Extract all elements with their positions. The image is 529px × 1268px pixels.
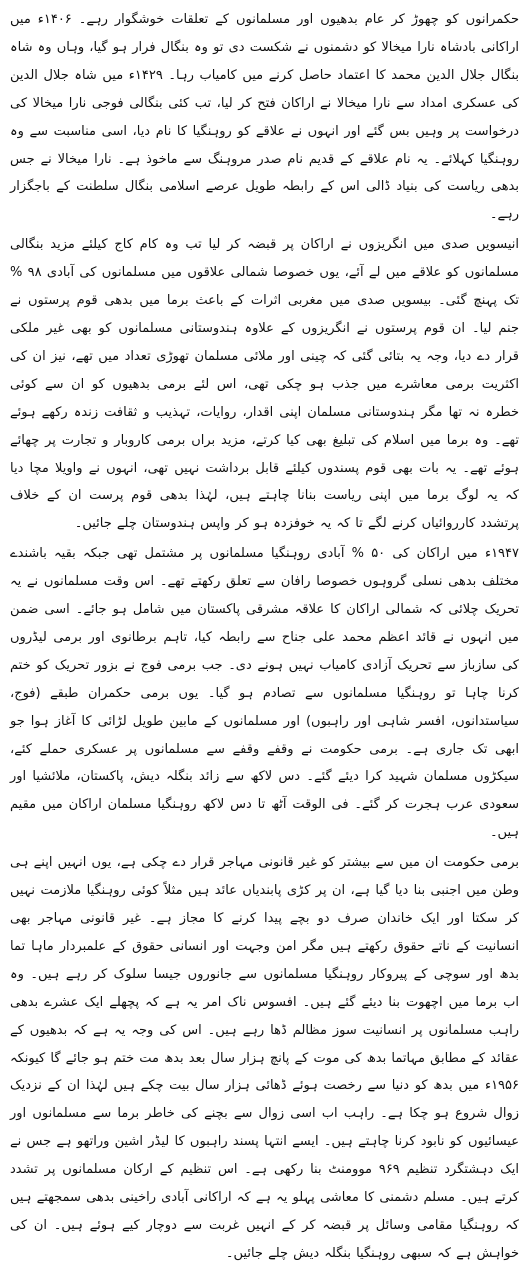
article-paragraph-4: برمی حکومت ان میں سے بیشتر کو غیر قانونی مہاجر قرار دے چکی ہے، یوں انہیں اپنے ہی وطن میں اجنبی بنا دیا گیا ہے، ان پر کڑی پابندیاں عائد ہیں مثلاً کوئی روہنگیا ملازمت نہیں کر سکتا اور ایک خاندان صرف دو بچے پیدا کرنے کا مجاز ہے۔ غیر قانونی مہاجر بھی انسانیت کے ناتے حقوق رکھتے ہیں مگر امن وجہت اور انسانی حقوق کے علمبردار ماہا تما بدھ اور سوچی کے پیروکار روہنگیا مسلمانوں سے جانوروں جیسا سلوک کر رہے ہیں۔ وہ اب برما میں اچھوت بنا دیئے گئے ہیں۔ افسوس ناک امر یہ ہے کہ پچھلے ایک عشرے بدھی راہب مسلمانوں پر انسانیت سوز مظالم ڈھا رہے ہیں۔ اس کی وجہ یہ ہے کہ بدھیوں کے عقائد کے مطابق مہاتما بدھ کی موت کے پانچ ہزار سال بعد بدھ مت ختم ہو جائے گا کیونکہ ۱۹۵۶ء میں بدھ کو دنیا سے رخصت ہوئے ڈھائی ہزار سال بیت چکے ہیں لہٰذا ان کے نزدیک زوال شروع ہو چکا ہے۔ راہب اب اسی زوال سے بچنے کی خاطر برما سے مسلمانوں اور عیسائیوں کو نابود کرنا چاہتے ہیں۔ ایسے انتہا پسند راہبوں کا لیڈر اشین وراتھو ہے جس نے ایک دہشتگرد تنظیم ۹۶۹ موومنٹ بنا رکھی ہے۔ اس تنظیم کے ارکان مسلمانوں پر تشدد کرتے ہیں۔ مسلم دشمنی کا معاشی پہلو یہ ہے کہ اراکانی آبادی راخینی بدھی سمجھتے ہیں کہ روہنگیا مقامی وسائل پر قبضہ کر کے انہیں غربت سے دوچار کیے ہوئے ہیں۔ ان کی خواہش ہے کہ سبھی روہنگیا بنگلہ دیش چلے جائیں۔: [10, 855, 519, 1261]
article-paragraph-2: انیسویں صدی میں انگریزوں نے اراکان پر قبضہ کر لیا تب وہ کام کاج کیلئے مزید بنگالی مسلمانوں کو علاقے میں لے آئے، یوں خصوصا شمالی علاقوں میں مسلمانوں کی آبادی ۹۸ % تک پہنچ گئی۔ بیسویں صدی میں مغربی اثرات کے باعث برما میں بدھی قوم پرستوں نے جنم لیا۔ ان قوم پرستوں نے انگریزوں کے علاوہ ہندوستانی مسلمانوں کو بھی غیر ملکی قرار دے دیا، وجہ یہ بتائی گئی کہ چینی اور ملائی مسلمان تھوڑی تعداد میں تھے، نیز ان کی اکثریت برمی معاشرے میں جذب ہو چکی تھی، اس لئے برمی بدھیوں کو ان سے کوئی خطرہ نہ تھا مگر ہندوستانی مسلمان اپنی اقدار، روایات، تہذیب و ثقافت زندہ رکھے ہوئے تھے۔ وہ برما میں اسلام کی تبلیغ بھی کیا کرتے، مزید براں برمی کاروبار و تجارت پر چھائے ہوئے تھے۔ یہ بات بھی قوم پسندوں کیلئے قابل برداشت نہیں تھی، انہوں نے واویلا مچا دیا کہ یہ لوگ برما میں اپنی ریاست بنانا چاہتے ہیں، لہٰذا بدھی قوم پرست ان کے خلاف پرتشدد کارروائیاں کرنے لگے تا کہ یہ خوفزدہ ہو کر واپس ہندوستان چلے جائیں۔: [10, 237, 519, 532]
article-paragraph-3: ۱۹۴۷ء میں اراکان کی ۵۰ % آبادی روہنگیا مسلمانوں پر مشتمل تھی جبکہ بقیہ باشندے مختلف بدھی نسلی گروہوں خصوصا رافان سے تعلق رکھتے تھے۔ اس وقت مسلمانوں نے یہ تحریک چلائی کہ شمالی اراکان کا علاقہ مشرقی پاکستان میں شامل ہو جائے۔ اسی ضمن میں انہوں نے قائد اعظم محمد علی جناح سے رابطہ کیا، تاہم برطانوی اور برمی لیڈروں کی سازباز سے تحریک آزادی کامیاب نہیں ہونے دی۔ جب برمی فوج نے بزور تحریک کو ختم کرنا چاہا تو روہنگیا مسلمانوں سے تصادم ہو گیا۔ یوں برمی حکمران طبقے (فوج، سیاستدانوں، افسر شاہی اور راہبوں) اور مسلمانوں کے مابین طویل لڑائی کا آغاز ہوا جو ابھی تک جاری ہے۔ برمی حکومت نے وقفے وقفے سے مسلمانوں پر عسکری حملے کئے، سیکڑوں مسلمان شہید کرا دیئے گئے۔ دس لاکھ سے زائد بنگلہ دیش، پاکستان، ملائشیا اور سعودی عرب ہجرت کر گئے۔ فی الوقت آٹھ تا دس لاکھ روہنگیا مسلمان اراکان میں مقیم ہیں۔: [10, 546, 519, 841]
article-paragraph-1: حکمرانوں کو چھوڑ کر عام بدھیوں اور مسلمانوں کے تعلقات خوشگوار رہے۔ ۱۴۰۶ء میں اراکانی بادشاہ نارا میخالا کو دشمنوں نے شکست دی تو وہ بنگال فرار ہو گیا، وہاں وہ شاہ بنگال جلال الدین محمد کا اعتماد حاصل کرنے میں کامیاب رہا۔ ۱۴۲۹ء میں شاہ جلال الدین کی عسکری امداد سے نارا میخالا نے اراکان فتح کر لیا، تب کئی بنگالی فوجی نارا میخالا کی درخواست پر وہیں بس گئے اور انہوں نے علاقے کو روہنگیا کا نام دیا، اسی مناسبت سے وہ روہنگیا کہلائے۔ یہ نام علاقے کے قدیم نام صدر مروہنگ سے ماخوذ ہے۔ نارا میخالا نے جس بدھی ریاست کی بنیاد ڈالی اس کے رابطہ طویل عرصے اسلامی بنگال سلطنت کے باجگزار رہے۔: [10, 12, 519, 223]
